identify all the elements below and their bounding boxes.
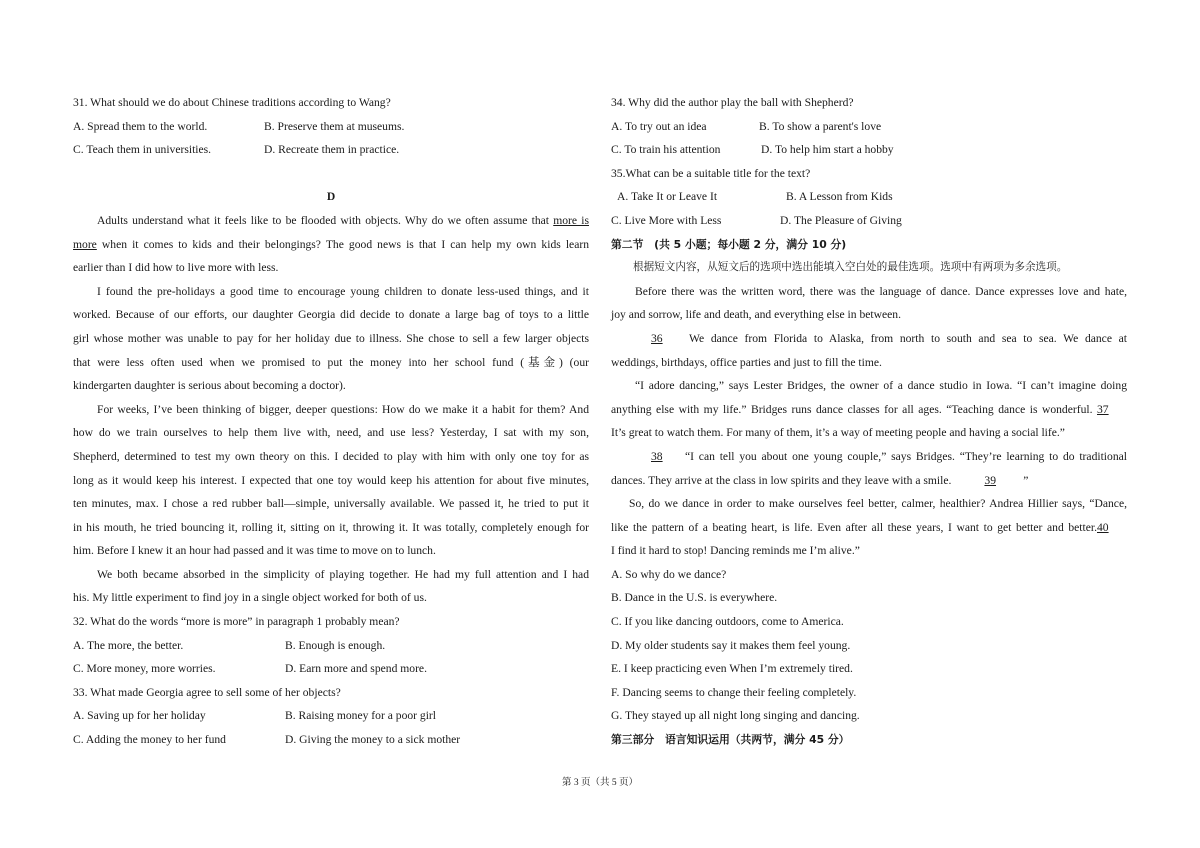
p3-line: ten minutes, max. I chose a red rubber ball—simple, universally available. We passed it, he tried to put it [73, 497, 589, 511]
cp5-line: So, do we dance in order to make ourselves feel better, calmer, healthier? Andrea Hillier says, “Dance, [629, 497, 1127, 511]
passage-paragraph-3 [73, 398, 589, 563]
p2-line: worked. Because of our efforts, our daughter Georgia did decide to donate a large bag of toys to a little [73, 308, 589, 322]
q33-option-c: C. Adding the money to her fund [73, 733, 226, 747]
p4-line: his. My little experiment to find joy in a single object worked for both of us. [73, 591, 427, 605]
cp3-line: It’s great to watch them. For many of them, it’s a way of meeting people and having a social life.” [611, 426, 1065, 440]
cloze-paragraph-5 [611, 492, 1127, 563]
q33-option-b: B. Raising money for a poor girl [285, 709, 437, 723]
spacer [73, 162, 589, 186]
cloze-option-f: F. Dancing seems to change their feeling completely. [611, 685, 857, 699]
blank-36[interactable]: 36 [651, 331, 663, 345]
cloze-option-e: E. I keep practicing even When I’m extremely tired. [611, 662, 853, 676]
p3-line: in his mouth, he tried bouncing it, rolling it, sitting on it, throwing it. It was totally, completely enough for [73, 520, 589, 534]
q34-option-a: A. To try out an idea [611, 119, 707, 133]
q32-option-d: D. Earn more and spend more. [285, 662, 427, 676]
p2-line: I found the pre-holidays a good time to encourage young children to donate less-used things, and it [97, 284, 589, 298]
blank-37[interactable]: 37 [1097, 402, 1109, 416]
p1-text-c: earlier than I did how to live more with less. [73, 261, 279, 275]
cp5-line: I find it hard to stop! Dancing reminds me I’m alive.” [611, 544, 860, 558]
cloze-option-d: D. My older students say it makes them feel young. [611, 638, 851, 652]
q35-options-row1 [611, 185, 1127, 209]
q35-options-row2 [611, 209, 1127, 233]
q32-option-b: B. Enough is enough. [285, 638, 386, 652]
p1-text-b: when it comes to kids and their belongings? The good news is that I can help my own kids learn [96, 237, 589, 251]
q31-option-b: B. Preserve them at museums. [264, 119, 405, 133]
q31-options-row1 [73, 115, 589, 139]
cloze-paragraph-1 [611, 280, 1127, 327]
q35-option-d: D. The Pleasure of Giving [780, 213, 902, 227]
cloze-option-c: C. If you like dancing outdoors, come to America. [611, 615, 844, 629]
left-column [73, 91, 589, 752]
q34-option-d: D. To help him start a hobby [761, 143, 894, 157]
q35-option-a: A. Take It or Leave It [617, 190, 718, 204]
q35-option-b: B. A Lesson from Kids [786, 190, 893, 204]
q32-stem: 32. What do the words “more is more” in paragraph 1 probably mean? [73, 615, 400, 629]
p2-line: kindergarten daughter is serious about becoming a doctor). [73, 379, 346, 393]
cloze-option-a: A. So why do we dance? [611, 567, 727, 581]
q34-options-row2 [611, 138, 1127, 162]
q33-option-a: A. Saving up for her holiday [73, 709, 206, 723]
cloze-option-g: G. They stayed up all night long singing and dancing. [611, 709, 860, 723]
q33-option-d: D. Giving the money to a sick mother [285, 733, 461, 747]
q35-stem: 35.What can be a suitable title for the text? [611, 166, 811, 180]
q32-option-a: A. The more, the better. [73, 638, 184, 652]
section2-heading: 第二节 (共 5 小题；每小题 2 分，满分 10 分) [611, 237, 847, 251]
q33-options-row2 [73, 728, 589, 752]
blank-38[interactable]: 38 [651, 449, 663, 463]
section2-instruction: 根据短文内容，从短文后的选项中选出能填入空白处的最佳选项。选项中有两项为多余选项。 [633, 261, 1068, 274]
blank-40[interactable]: 40 [1097, 520, 1109, 534]
p1-underlined-a: more is [553, 213, 589, 227]
p2-line: girl whose mother was unable to pay for her holiday due to illness. She chose to sell a few larger objects [73, 331, 589, 345]
q35-option-c: C. Live More with Less [611, 213, 722, 227]
p3-line: him. Before I knew it an hour had passed and it was time to move on to lunch. [73, 544, 436, 558]
blank-39[interactable]: 39 [984, 473, 997, 487]
passage-paragraph-1 [73, 209, 589, 280]
passage-paragraph-2 [73, 280, 589, 398]
q33-stem: 33. What made Georgia agree to sell some of her objects? [73, 685, 341, 699]
page-footer: 第 3 页（共 5 页） [561, 778, 638, 788]
cloze-option-b: B. Dance in the U.S. is everywhere. [611, 591, 778, 605]
cp3-line: “I adore dancing,” says Lester Bridges, the owner of a dance studio in Iowa. “I can’t imagine doing [635, 379, 1127, 393]
q34-options-row1 [611, 115, 1127, 139]
p1-text-a: Adults understand what it feels like to be flooded with objects. Why do we often assume that [97, 213, 554, 227]
cloze-paragraph-3 [611, 374, 1127, 445]
passage-title: D [326, 190, 336, 204]
q34-option-c: C. To train his attention [611, 143, 721, 157]
q32-option-c: C. More money, more worries. [73, 662, 216, 676]
p3-line: Shepherd, determined to test my own theory on this. I decided to play with him with only one toy for as [73, 449, 589, 463]
p3-line: For weeks, I’ve been thinking of bigger, deeper questions: How do we make it a habit for them? And [97, 402, 589, 416]
p3-line: how do we train ourselves to help them live with, need, and use less? Yesterday, I sat with my son, [73, 426, 589, 440]
cp4-close-quote: ” [1023, 473, 1029, 487]
q31-options-row2 [73, 138, 589, 162]
q33-options-row1 [73, 704, 589, 728]
part3-heading: 第三部分 语言知识运用（共两节，满分 45 分） [611, 733, 850, 747]
cloze-paragraph-4 [611, 445, 1127, 492]
q32-options-row1 [73, 634, 589, 658]
right-column [611, 91, 1127, 752]
cp4-text-a: “I can tell you about one young couple,” says Bridges. “They’re learning to do traditional [685, 449, 1127, 463]
q31-option-a: A. Spread them to the world. [73, 119, 208, 133]
cp4-text-b: dances. They arrive at the class in low spirits and they leave with a smile. [611, 473, 952, 487]
p4-line: We both became absorbed in the simplicity of playing together. He had my full attention and I had [97, 567, 589, 581]
cp5-text: like the pattern of a beating heart, is life. Even after all these years, I want to get better and better. [611, 520, 1097, 534]
p2-line: that were less often used when we promised to put the money into her school fund (基金) (our [73, 355, 589, 369]
cloze-paragraph-2 [611, 327, 1127, 374]
cp2-text-b: weddings, birthdays, office parties and just to fill the time. [611, 355, 882, 369]
cp2-text-a: We dance from Florida to Alaska, from north to south and sea to sea. We dance at [689, 331, 1127, 345]
cp3-text: anything else with my life.” Bridges runs dance classes for all ages. “Teaching dance is wonderful. [611, 402, 1093, 416]
q31-stem: 31. What should we do about Chinese traditions according to Wang? [73, 96, 391, 109]
q31-option-c: C. Teach them in universities. [73, 143, 212, 157]
passage-paragraph-4 [73, 563, 589, 610]
p1-underlined-b: more [73, 237, 97, 251]
q31-option-d: D. Recreate them in practice. [264, 143, 400, 157]
q34-stem: 34. Why did the author play the ball with Shepherd? [611, 96, 854, 109]
cp1-line: joy and sorrow, life and death, and everything else in between. [611, 308, 901, 322]
q32-options-row2 [73, 657, 589, 681]
cp1-line: Before there was the written word, there was the language of dance. Dance expresses love and hate, [635, 284, 1127, 298]
p3-line: long as it would keep his interest. I expected that one toy would keep his attention for about five minutes, [73, 473, 589, 487]
q34-option-b: B. To show a parent's love [759, 119, 882, 133]
